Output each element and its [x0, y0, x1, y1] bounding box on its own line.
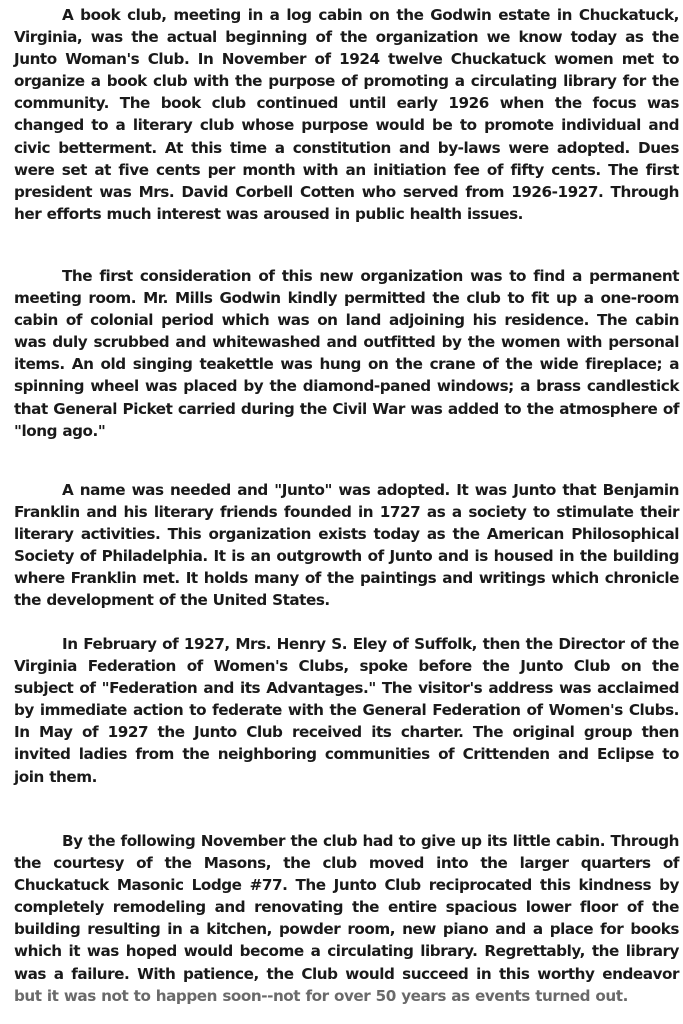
paragraph-book-club-origin: A book club, meeting in a log cabin on the Godwin estate in Chuckatuck, Virginia, was the actual beginning of the organization we know today as the Junto Woman's Club. In November of 1924 twelve Chuckatuck women met to organize a book club with the purpose of promoting a circulating library for the community. The book club continued until early 1926 when the focus was changed to a literary club whose purpose would be to promote individual and civic betterment. At this time a constitution and by-laws were adopted. Dues were set at five cents per month with an initiation fee of fifty cents. The first president was Mrs. David Corbell Cotten who served from 1926-1927. Through her efforts much interest was aroused in public health issues.	[14, 6, 679, 223]
paragraph-masonic-lodge-text: By the following November the club had to give up its little cabin. Through the courtesy of the Masons, the club moved into the larger quarters of Chuckatuck Masonic Lodge #77. The Junto Club reciprocated this kindness by completely remodeling and renovating the entire spacious lower floor of the building resulting in a kitchen, powder room, new piano and a place for books which it was hoped would become a circulating library. Regrettably, the library was a failure. With patience, the Club would succeed in this worthy endeavor	[14, 832, 679, 983]
paragraph-final-line: but it was not to happen soon--not for over 50 years as events turned out.	[14, 986, 628, 1005]
paragraph-meeting-room: The first consideration of this new organization was to find a permanent meeting room. Mr. Mills Godwin kindly permitted the club to fit up a one-room cabin of colonial period which was on land adjoining his residence. The cabin was duly scrubbed and whitewashed and outfitted by the women with personal items. An old singing teakettle was hung on the crane of the wide fireplace; a spinning wheel was placed by the diamond-paned windows; a brass candlestick that General Picket carried during the Civil War was added to the atmosphere of "long ago."	[14, 267, 679, 440]
paragraph-federation: In February of 1927, Mrs. Henry S. Eley of Suffolk, then the Director of the Virginia Federation of Women's Clubs, spoke before the Junto Club on the subject of "Federation and its Advantages." The visitor's address was acclaimed by immediate action to federate with the General Federation of Women's Clubs. In May of 1927 the Junto Club received its charter. The original group then invited ladies from the neighboring communities of Crittenden and Eclipse to join them.	[14, 635, 679, 786]
paragraph-junto-name: A name was needed and "Junto" was adopted. It was Junto that Benjamin Franklin and his literary friends founded in 1727 as a society to stimulate their literary activities. This organization exists today as the American Philosophical Society of Philadelphia. It is an outgrowth of Junto and is housed in the building where Franklin met. It holds many of the paintings and writings which chronicle the development of the United States.	[14, 481, 679, 610]
paragraph-masonic-lodge	[14, 830, 679, 1007]
